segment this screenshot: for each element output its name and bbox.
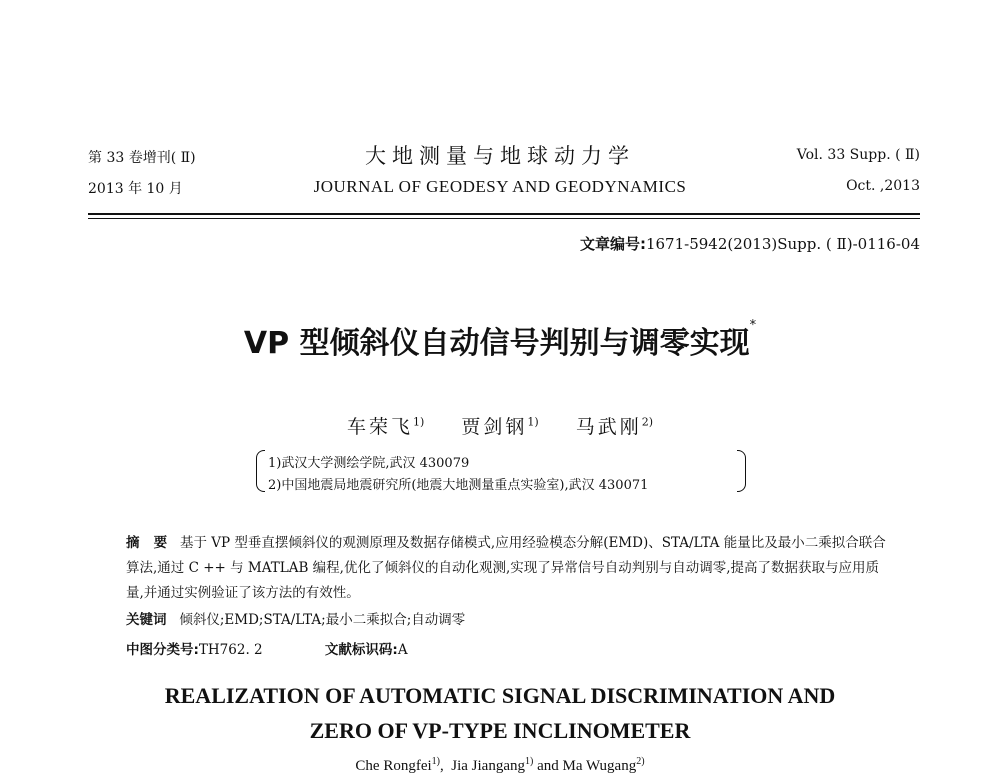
author-cn: 贾剑钢$^{1)}$ bbox=[461, 415, 539, 438]
affiliation-1: 1)武汉大学测绘学院,武汉 430079 bbox=[268, 456, 470, 471]
abstract bbox=[126, 531, 888, 606]
clc-value: TH762. 2 bbox=[198, 642, 263, 658]
doc-code-value: A bbox=[397, 642, 408, 658]
affiliation-bracket-right bbox=[737, 450, 746, 492]
journal-title-en: JOURNAL OF GEODESY AND GEODYNAMICS bbox=[313, 177, 687, 196]
classification bbox=[126, 638, 408, 658]
clc-label: 中图分类号: bbox=[126, 642, 199, 658]
authors-cn bbox=[0, 412, 1000, 439]
journal-title-cn: 大地测量与地球动力学 bbox=[365, 144, 635, 168]
abstract-label: 摘 要 bbox=[126, 535, 168, 551]
paper-title-cn bbox=[0, 318, 1000, 362]
article-number-value: 1671-5942(2013)Supp. ( Ⅱ)-0116-04 bbox=[645, 235, 920, 253]
paper-title-cn-text: VP 型倾斜仪自动信号判别与调零实现 bbox=[243, 326, 750, 361]
paper-title-en-line2: ZERO OF VP-TYPE INCLINOMETER bbox=[309, 718, 691, 743]
article-number-label: 文章编号: bbox=[579, 235, 646, 253]
header-rule-thin bbox=[88, 218, 920, 219]
date-en: Oct. ,2013 bbox=[846, 178, 920, 194]
author-en: Ma Wugang$^{2)}$ bbox=[562, 756, 645, 774]
affiliation-bracket-left bbox=[256, 450, 265, 492]
keywords-label: 关键词 bbox=[126, 612, 167, 628]
volume-en: Vol. 33 Supp. ( Ⅱ) bbox=[796, 147, 920, 163]
affiliations bbox=[256, 450, 746, 492]
doc-code-label: 文献标识码: bbox=[324, 642, 398, 658]
author-en: Jia Jiangang$^{1)}$ bbox=[451, 756, 534, 774]
author-cn: 车荣飞$^{1)}$ bbox=[346, 415, 425, 438]
title-footnote-mark: * bbox=[749, 318, 757, 333]
paper-title-en bbox=[0, 678, 1000, 748]
header-rule-thick bbox=[88, 213, 920, 215]
article-number bbox=[580, 233, 920, 254]
authors-en: Che Rongfei$^{1)}$, Jia Jiangang$^{1)}$ and Ma Wugang$^{2)}$ bbox=[355, 756, 645, 774]
keywords bbox=[126, 608, 465, 628]
volume-cn: 第 33 卷增刊( Ⅱ) bbox=[88, 150, 196, 166]
abstract-text: 基于 VP 型垂直摆倾斜仪的观测原理及数据存储模式,应用经验模态分解(EMD)、STA/LTA 能量比及最小二乘拟合联合算法,通过 C ++ 与 MATLAB 编程,优化了倾斜仪的自动化观测,实现了异常信号自动判别与自动调零,提高了数据获取与应用质量,并通过实例验证了该方法的有效性。 bbox=[126, 535, 886, 601]
keywords-text: 倾斜仪;EMD;STA/LTA;最小二乘拟合;自动调零 bbox=[179, 612, 466, 628]
affiliation-2: 2)中国地震局地震研究所(地震大地测量重点实验室),武汉 430071 bbox=[268, 478, 649, 493]
paper-title-en-line1: REALIZATION OF AUTOMATIC SIGNAL DISCRIMINATION AND bbox=[164, 683, 836, 708]
author-en: Che Rongfei$^{1)}$ bbox=[355, 756, 441, 774]
author-cn: 马武刚$^{2)}$ bbox=[575, 415, 654, 438]
date-cn: 2013 年 10 月 bbox=[88, 181, 183, 197]
